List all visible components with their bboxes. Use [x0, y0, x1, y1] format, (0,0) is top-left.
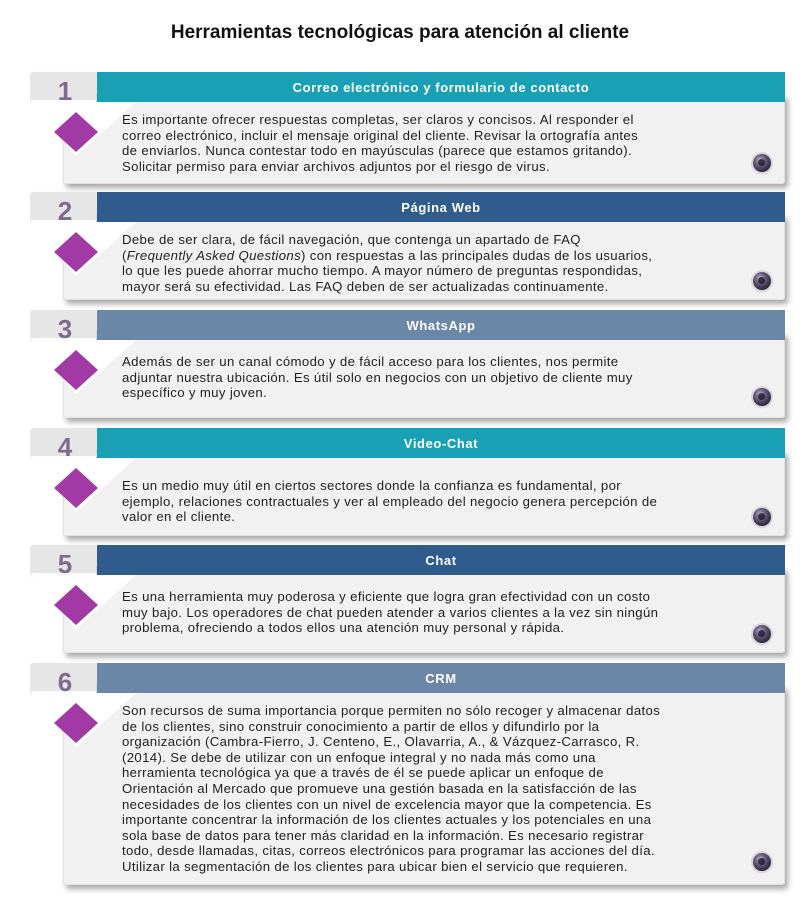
tool-item-1 [0, 72, 800, 184]
item-number: 1 [57, 76, 73, 106]
item-number: 4 [57, 432, 73, 462]
tool-item-4 [0, 428, 800, 536]
item-header: Página Web [97, 192, 785, 222]
item-number: 2 [57, 196, 73, 226]
item-description: Además de ser un canal cómodo y de fácil acceso para los clientes, nos permite adjuntar nuestra ubicación. Es útil solo en negocios con un objetivo de cliente muy específico y muy joven. [122, 354, 633, 401]
item-number: 6 [57, 667, 73, 697]
sphere-bullet-icon [753, 853, 771, 871]
item-number: 5 [57, 549, 73, 579]
faq-expansion: Frequently Asked Questions [126, 247, 302, 263]
tool-item-6 [0, 663, 800, 885]
item-description: Es importante ofrecer respuestas completas, ser claros y concisos. Al responder el correo electrónico, incluir el mensaje original del cliente. Revisar la ortografía antes de enviarlos. Nunca contestar todo en mayúsculas (parece que estamos gritando). Solicitar permiso para enviar archivos adjuntos por el riesgo de virus. [122, 112, 639, 174]
sphere-bullet-icon [753, 272, 771, 290]
item-description: Son recursos de suma importancia porque permiten no sólo recoger y almacenar datos de los clientes, sino construir conocimiento a partir de ellos y difundirlo por la organización (Cambra-Fierro, J. Centeno, E., Olavarria, A., & Vázquez-Carrasco, R. (2014). Se debe de utilizar con un enfoque integral y no nada más como una herramienta tecnológica ya que a través de él se puede aplicar un enfoque de Orientación al Mercado que promueve una gestión basada en la satisfacción de las necesidades de los clientes con un nivel de excelencia mayor que la competencia. Es importante concentrar la información de los clientes actuales y los potenciales en una sola base de datos para tener más claridad en la información. Es necesario registrar todo, desde llamadas, citas, correos electrónicos para programar las acciones del día. Utilizar la segmentación de los clientes para ubicar bien el servicio que requieren. [122, 703, 661, 874]
item-header: Correo electrónico y formulario de contacto [97, 72, 785, 102]
sphere-bullet-icon [753, 154, 771, 172]
item-header: WhatsApp [97, 310, 785, 340]
page-title: Herramientas tecnológicas para atención al cliente [170, 22, 630, 43]
item-header: Chat [97, 545, 785, 575]
item-header: CRM [97, 663, 785, 693]
item-number: 3 [57, 314, 73, 344]
sphere-bullet-icon [753, 508, 771, 526]
item-description: Es una herramienta muy poderosa y eficiente que logra gran efectividad con un costo muy bajo. Los operadores de chat pueden atender a varios clientes a la vez sin ningún problema, ofreciendo a todos ellos una atención muy personal y rápida. [122, 589, 659, 636]
tool-item-3 [0, 310, 800, 418]
sphere-bullet-icon [753, 625, 771, 643]
item-description: Debe de ser clara, de fácil navegación, que contenga un apartado de FAQ (Frequently Asked Questions) con respuestas a las principales dudas de los usuarios, lo que les puede ahorrar mucho tiempo. A mayor número de preguntas respondidas, mayor será su efectividad. Las FAQ deben de ser actualizadas continuamente. [122, 232, 653, 294]
sphere-bullet-icon [753, 388, 771, 406]
item-header: Video-Chat [97, 428, 785, 458]
tool-item-2 [0, 192, 800, 300]
item-description: Es un medio muy útil en ciertos sectores donde la confianza es fundamental, por ejemplo, relaciones contractuales y ver al empleado del negocio genera percepción de valor en el cliente. [122, 478, 658, 525]
tool-item-5 [0, 545, 800, 653]
